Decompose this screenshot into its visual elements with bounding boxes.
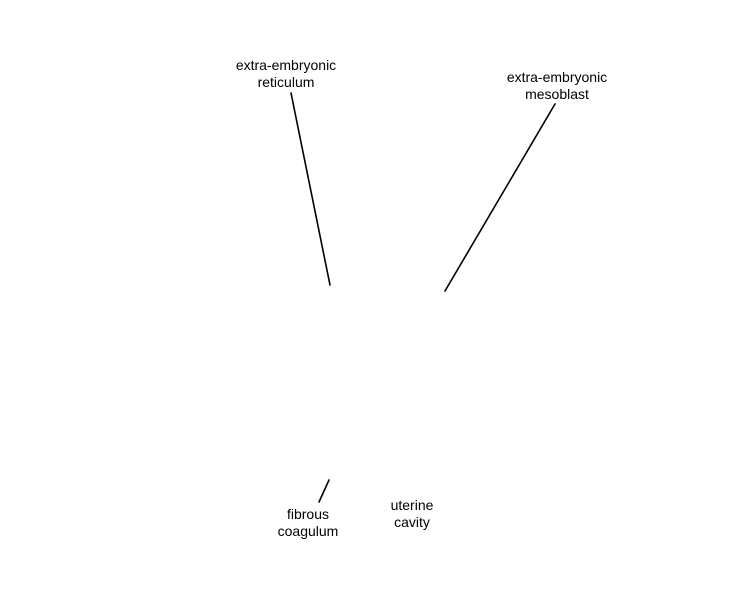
label-line: uterine	[390, 497, 434, 513]
label-line: cavity	[394, 514, 430, 530]
leader-line-coagulum	[319, 480, 329, 502]
label-line: coagulum	[277, 523, 339, 539]
label-line: reticulum	[257, 74, 315, 90]
label-extra-embryonic-reticulum	[216, 57, 356, 91]
label-line: extra-embryonic	[235, 57, 337, 73]
label-line: mesoblast	[525, 86, 589, 102]
label-extra-embryonic-mesoblast	[487, 69, 627, 103]
label-line: extra-embryonic	[506, 69, 608, 85]
label-line: fibrous	[286, 506, 330, 522]
label-fibrous-coagulum	[248, 506, 368, 540]
leader-line-reticulum	[291, 93, 330, 285]
leader-line-mesoblast	[445, 104, 555, 291]
label-uterine-cavity	[362, 497, 462, 531]
